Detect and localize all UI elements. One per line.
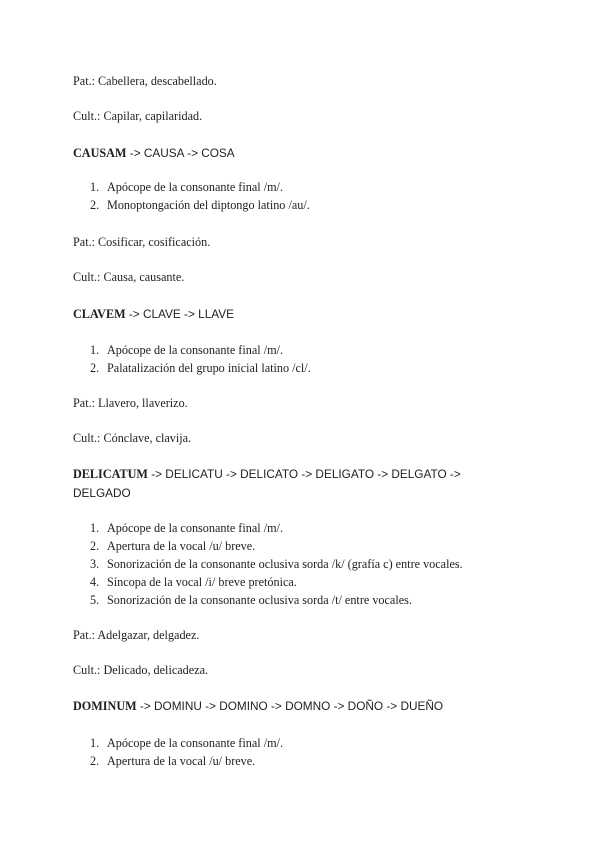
etymology-entry-causam — [73, 144, 513, 163]
phonetic-changes-list — [73, 734, 543, 770]
patrimonial-derivatives: Pat.: Adelgazar, delgadez. — [73, 628, 200, 642]
list-number: 2. — [90, 539, 100, 553]
evolution-chain: -> CAUSA -> COSA — [126, 146, 235, 160]
list-item — [73, 555, 543, 573]
latin-lemma: DOMINUM — [73, 699, 137, 713]
list-number: 4. — [90, 575, 100, 589]
list-item-text: Síncopa de la vocal /i/ breve pretónica. — [107, 575, 297, 589]
cultured-derivatives: Cult.: Cónclave, clavija. — [73, 431, 192, 445]
list-item-text: Sonorización de la consonante oclusiva sorda /t/ entre vocales. — [107, 593, 412, 607]
list-number: 1. — [90, 180, 100, 194]
list-item — [73, 196, 543, 214]
etymology-entry-delicatum — [73, 465, 513, 503]
list-item-text: Apócope de la consonante final /m/. — [107, 736, 283, 750]
latin-lemma: CLAVEM — [73, 307, 126, 321]
latin-lemma: DELICATUM — [73, 467, 148, 481]
cultured-derivatives: Cult.: Capilar, capilaridad. — [73, 109, 203, 123]
evolution-chain: -> DOMINU -> DOMINO -> DOMNO -> DOÑO -> DUEÑO — [136, 699, 444, 713]
list-number: 5. — [90, 593, 100, 607]
list-number: 1. — [90, 343, 100, 357]
list-item — [73, 341, 543, 359]
patrimonial-derivatives: Pat.: Cabellera, descabellado. — [73, 74, 217, 88]
latin-lemma: CAUSAM — [73, 146, 127, 160]
cultured-derivatives: Cult.: Delicado, delicadeza. — [73, 663, 209, 677]
list-item-text: Apertura de la vocal /u/ breve. — [107, 754, 256, 768]
list-item-text: Monoptongación del diptongo latino /au/. — [107, 198, 310, 212]
list-number: 2. — [90, 754, 100, 768]
list-item-text: Apócope de la consonante final /m/. — [107, 521, 283, 535]
list-item-text: Apócope de la consonante final /m/. — [107, 180, 283, 194]
evolution-chain: -> DELICATU -> DELICATO -> DELIGATO -> DELGATO -> DELGADO — [73, 467, 461, 500]
etymology-entry-clavem — [73, 305, 513, 324]
evolution-chain: -> CLAVE -> LLAVE — [125, 307, 235, 321]
list-item — [73, 734, 543, 752]
phonetic-changes-list — [73, 178, 543, 214]
list-number: 2. — [90, 361, 100, 375]
phonetic-changes-list — [73, 341, 543, 377]
list-item — [73, 519, 543, 537]
list-item — [73, 537, 543, 555]
list-item — [73, 573, 543, 591]
cultured-derivatives: Cult.: Causa, causante. — [73, 270, 185, 284]
list-number: 2. — [90, 198, 100, 212]
list-item — [73, 752, 543, 770]
list-item-text: Apertura de la vocal /u/ breve. — [107, 539, 256, 553]
list-number: 1. — [90, 521, 100, 535]
list-item — [73, 359, 543, 377]
list-item — [73, 591, 543, 609]
list-item — [73, 178, 543, 196]
list-item-text: Palatalización del grupo inicial latino /cl/. — [107, 361, 311, 375]
list-number: 1. — [90, 736, 100, 750]
phonetic-changes-list — [73, 519, 543, 609]
list-number: 3. — [90, 557, 100, 571]
list-item-text: Apócope de la consonante final /m/. — [107, 343, 283, 357]
list-item-text: Sonorización de la consonante oclusiva sorda /k/ (grafía c) entre vocales. — [107, 557, 463, 571]
patrimonial-derivatives: Pat.: Cosificar, cosificación. — [73, 235, 211, 249]
patrimonial-derivatives: Pat.: Llavero, llaverizo. — [73, 396, 188, 410]
etymology-entry-dominum — [73, 697, 513, 716]
